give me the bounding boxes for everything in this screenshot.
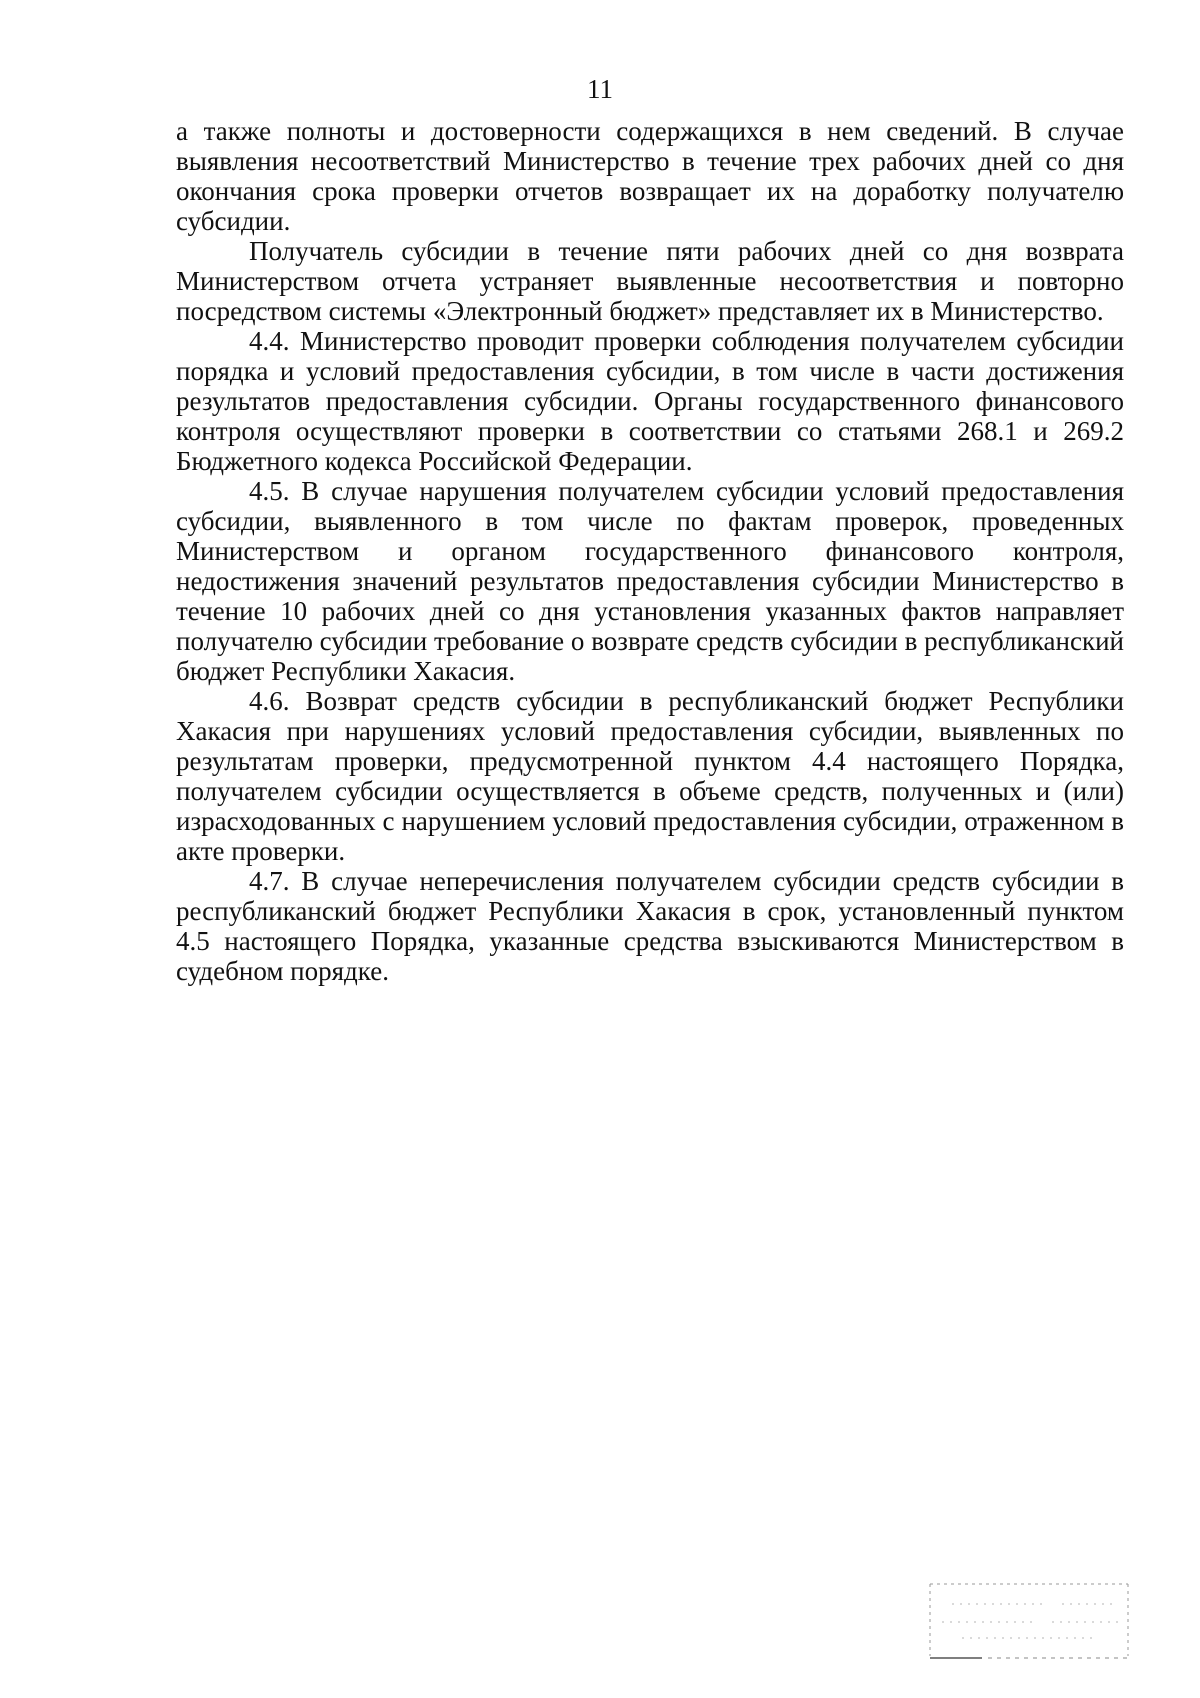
page-number: 11 <box>587 74 613 104</box>
paragraph-2: Получатель субсидии в течение пяти рабочих дней со дня возврата Министерством отчета устраняет выявленные несоответствия и повторно посредством системы «Электронный бюджет» представляет их в Министерство. <box>176 236 1124 326</box>
paragraph-4-5: 4.5. В случае нарушения получателем субсидии условий предоставления субсидии, выявленного в том числе по фактам проверок, проведенных Министерством и органом государственного финансового контроля, недостижения значений результатов предоставления субсидии Министерство в течение 10 рабочих дней со дня установления указанных фактов направляет получателю субсидии требование о возврате средств субсидии в республиканский бюджет Республики Хакасия. <box>176 476 1124 686</box>
paragraph-4-4: 4.4. Министерство проводит проверки соблюдения получателем субсидии порядка и условий предоставления субсидии, в том числе в части достижения результатов предоставления субсидии. Органы государственного финансового контроля осуществляют проверки в соответствии со статьями 268.1 и 269.2 Бюджетного кодекса Российской Федерации. <box>176 326 1124 476</box>
stamp-graphic <box>922 1574 1136 1666</box>
paragraph-1: а также полноты и достоверности содержащихся в нем сведений. В случае выявления несоответствий Министерство в течение трех рабочих дней со дня окончания срока проверки отчетов возвращает их на доработку получателю субсидии. <box>176 116 1124 236</box>
document-body <box>176 116 1124 986</box>
paragraph-4-6: 4.6. Возврат средств субсидии в республиканский бюджет Республики Хакасия при нарушениях условий предоставления субсидии, выявленных по результатам проверки, предусмотренной пунктом 4.4 настоящего Порядка, получателем субсидии осуществляется в объеме средств, полученных и (или) израсходованных с нарушением условий предоставления субсидии, отраженном в акте проверки. <box>176 686 1124 866</box>
paragraph-4-7: 4.7. В случае неперечисления получателем субсидии средств субсидии в республиканский бюджет Республики Хакасия в срок, установленный пунктом 4.5 настоящего Порядка, указанные средства взыскиваются Министерством в судебном порядке. <box>176 866 1124 986</box>
faint-stamp-mark <box>922 1574 1136 1666</box>
